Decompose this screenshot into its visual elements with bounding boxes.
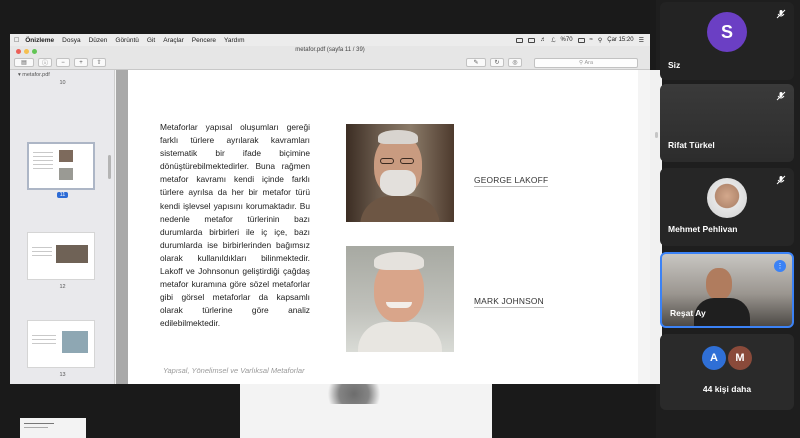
menu-duzen[interactable]: Düzen: [83, 36, 103, 44]
mark-johnson-label: MARK JOHNSON: [474, 296, 544, 306]
annotate-button[interactable]: ◎: [508, 58, 522, 67]
avatar-mehmet: [707, 178, 747, 218]
page-thumb-11[interactable]: [27, 142, 95, 190]
sidebar-scrollbar[interactable]: [108, 155, 111, 179]
page-caption: Yapısal, Yönelimsel ve Varlıksal Metaforlar: [163, 366, 305, 375]
menu-araclar[interactable]: Araçlar: [157, 36, 179, 44]
document-title: metafor.pdf (sayfa 11 / 39): [295, 47, 365, 53]
menu-dosya[interactable]: Dosya: [56, 36, 76, 44]
thumbnail-sidebar: [10, 70, 115, 384]
page-thumb-12[interactable]: [27, 232, 95, 280]
participant-tile-more[interactable]: [660, 334, 794, 410]
mark-johnson-photo: [346, 246, 454, 352]
next-page-preview: [240, 384, 492, 438]
george-lakoff-photo: [346, 124, 454, 222]
wifi-icon[interactable]: ≈: [589, 37, 593, 43]
speaking-icon: ⋮: [774, 260, 786, 272]
titlebar: [10, 46, 650, 56]
bluetooth-icon[interactable]: ℒ: [551, 37, 556, 44]
participant-name: Mehmet Pehlivan: [668, 224, 738, 234]
participant-name: Siz: [668, 60, 681, 70]
control-center-icon[interactable]: ☰: [638, 37, 644, 44]
participant-tile-resat[interactable]: [660, 252, 794, 328]
video-person: [706, 268, 732, 300]
more-participants-label: 44 kişi daha: [702, 384, 752, 394]
markup-button[interactable]: ✎: [466, 58, 486, 67]
mic-muted-icon: [776, 9, 786, 19]
zoom-out-button[interactable]: −: [56, 58, 70, 67]
battery-percent: %70: [560, 37, 573, 43]
thumb-label-12: 12: [59, 284, 66, 290]
search-icon[interactable]: ⚲: [597, 37, 603, 44]
thumb-label-11: 11: [57, 192, 68, 198]
menu-goruntu[interactable]: Görüntü: [110, 36, 134, 44]
menu-git[interactable]: Git: [141, 36, 150, 44]
participant-name: Reşat Ay: [670, 308, 706, 318]
participant-tile-self[interactable]: [660, 2, 794, 80]
menu-pencere[interactable]: Pencere: [186, 36, 211, 44]
sidebar-file-label[interactable]: ▾ metafor.pdf: [18, 72, 50, 78]
menu-app[interactable]: Önizleme: [20, 36, 49, 44]
participant-tile-mehmet[interactable]: [660, 168, 794, 246]
apple-icon[interactable]: [14, 37, 19, 44]
avatar-self: S: [707, 12, 747, 52]
participant-tile-rifat[interactable]: [660, 84, 794, 162]
search-icon: ⚲: [578, 60, 585, 66]
battery-icon[interactable]: [578, 38, 585, 43]
participant-name: Rifat Türkel: [668, 140, 715, 150]
share-button[interactable]: ⇧: [92, 58, 106, 67]
preview-window: [10, 46, 650, 384]
search-input[interactable]: [534, 58, 638, 68]
mac-menubar: [10, 34, 650, 46]
camera-icon[interactable]: [516, 38, 523, 43]
zoom-in-button[interactable]: +: [74, 58, 88, 67]
info-button[interactable]: ⓘ: [38, 58, 52, 67]
page-body-text: Metaforlar yapısal oluşumları gereği farklı türlere ayrılarak kavramları sistematik bir ifade biçimine dönüştürebilmektedirler. Buna rağmen metafor kavramı kendi içinde farklı türlere ayrılsa da her bir metafor türü kendi işlevsel yapısını korumaktadır. Bu nedenle metafor türlerinin bazı durumlarda birbirleri ile iç içe, bazı durumlarda ise birbirlerinden bağımsız olarak kullanıldıkları bilinmektedir. Lakoff ve Johnsonun geliştirdiği çağdaş metafor kuramına göre sözel metaforlar gibi görsel metaforlar da kapsamlı olarak türlerine göre analiz edilebilmektedir.: [160, 122, 310, 329]
avatar-more-a: A: [702, 346, 726, 370]
toolbar: [10, 56, 650, 70]
rotate-button[interactable]: ↻: [490, 58, 504, 67]
page-thumb-13[interactable]: [27, 320, 95, 368]
mic-muted-icon: [776, 175, 786, 185]
thumb-label-10: 10: [59, 80, 66, 86]
menu-yardim[interactable]: Yardım: [218, 36, 240, 44]
page-margin-shadow: [116, 70, 128, 384]
george-lakoff-label: GEORGE LAKOFF: [474, 175, 549, 185]
thumb-label-13: 13: [59, 372, 66, 378]
search-placeholder: Ara: [584, 60, 594, 66]
sidebar-toggle-button[interactable]: ▤: [14, 58, 34, 67]
menubar-tray: [516, 37, 650, 44]
clock: Çar 15:20: [607, 37, 634, 43]
next-thumb-preview: [20, 418, 86, 438]
display-icon[interactable]: [528, 38, 535, 43]
avatar-more-m: M: [728, 346, 752, 370]
mic-muted-icon: [776, 91, 786, 101]
volume-icon[interactable]: ♬: [540, 37, 547, 43]
